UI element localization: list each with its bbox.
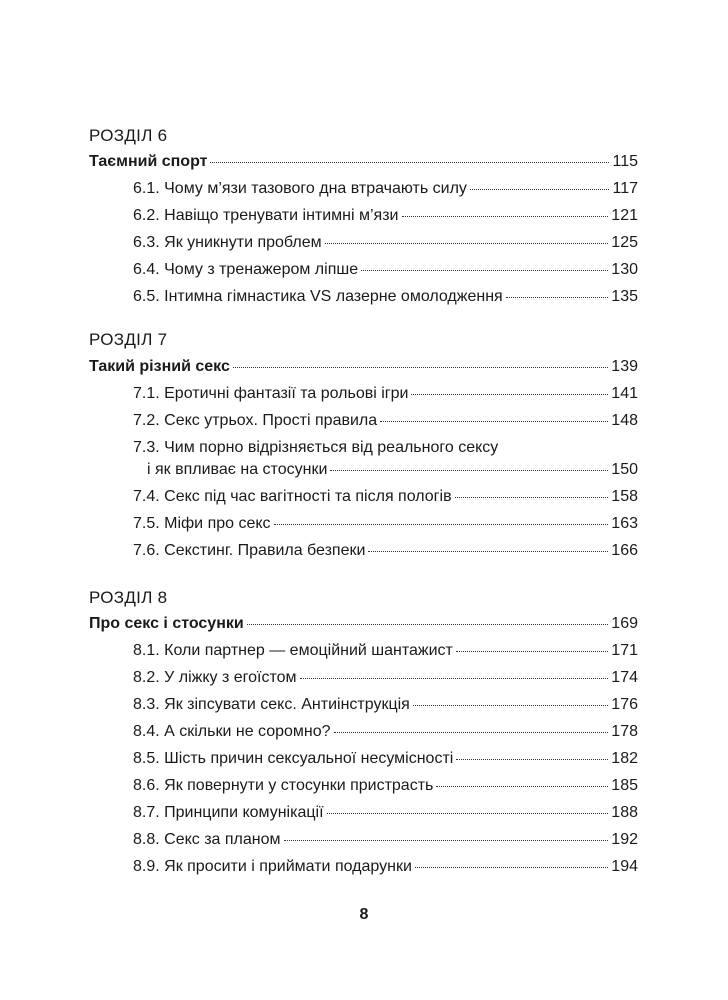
section-title: 7.5. Міфи про секс (133, 515, 271, 532)
dot-leader (415, 866, 608, 868)
part-heading: РОЗДІЛ 8 (89, 588, 168, 607)
page-ref: 174 (611, 669, 638, 686)
section-title: 6.2. Навіщо тренувати інтимні м’язи (133, 207, 399, 224)
section-title: 8.5. Шість причин сексуальної несумісності (133, 750, 454, 767)
section-entry[interactable] (133, 233, 638, 253)
page-ref: 117 (612, 180, 638, 197)
page-ref: 169 (611, 615, 638, 632)
section-entry[interactable] (133, 830, 638, 850)
section-entry[interactable] (147, 460, 638, 480)
dot-leader (361, 269, 608, 271)
page-ref: 141 (611, 385, 638, 402)
dot-leader (334, 731, 609, 733)
section-entry[interactable] (133, 722, 638, 742)
page-number: 8 (359, 906, 369, 923)
section-title: 6.3. Як уникнути проблем (133, 234, 322, 251)
dot-leader (413, 704, 608, 706)
dot-leader (325, 242, 609, 244)
dot-leader (506, 296, 609, 298)
section-title: 8.2. У ліжку з егоїстом (133, 669, 297, 686)
dot-leader (368, 550, 608, 552)
dot-leader (380, 420, 608, 422)
section-title: 6.1. Чому м’язи тазового дна втрачають силу (133, 180, 467, 197)
dot-leader (300, 677, 609, 679)
chapter-title: Таємний спорт (89, 153, 208, 170)
dot-leader (330, 469, 608, 471)
part-heading: РОЗДІЛ 6 (89, 126, 168, 145)
section-entry[interactable] (133, 287, 638, 307)
section-entry[interactable] (133, 776, 638, 796)
dot-leader (274, 523, 609, 525)
section-title: 7.6. Секстинг. Правила безпеки (133, 542, 366, 559)
section-title: 7.4. Секс під час вагітності та після пологів (133, 488, 452, 505)
page-ref: 150 (611, 461, 638, 478)
section-entry[interactable] (133, 206, 638, 226)
section-title-first-line[interactable]: 7.3. Чим порно відрізняється від реального сексу (133, 439, 499, 456)
section-entry[interactable] (133, 695, 638, 715)
page-ref: 115 (612, 153, 638, 170)
dot-leader (327, 812, 609, 814)
chapter-title: Про секс і стосунки (89, 615, 244, 632)
section-entry[interactable] (133, 749, 638, 769)
page-ref: 135 (611, 288, 638, 305)
chapter-entry[interactable] (89, 152, 638, 172)
page-ref: 171 (611, 642, 638, 659)
section-entry[interactable] (133, 260, 638, 280)
section-title: 8.8. Секс за планом (133, 831, 281, 848)
dot-leader (455, 496, 609, 498)
section-title: 7.1. Еротичні фантазії та рольові ігри (133, 385, 409, 402)
page-ref: 139 (611, 358, 638, 375)
dot-leader (456, 758, 608, 760)
page-ref: 192 (611, 831, 638, 848)
section-entry[interactable] (133, 857, 638, 877)
chapter-entry[interactable] (89, 614, 638, 634)
section-title: і як впливає на стосунки (147, 461, 328, 478)
section-title: 8.3. Як зіпсувати секс. Антиінструкція (133, 696, 410, 713)
page-ref: 158 (611, 488, 638, 505)
dot-leader (456, 650, 608, 652)
section-entry[interactable] (133, 384, 638, 404)
dot-leader (247, 623, 609, 625)
section-title: 8.1. Коли партнер — емоційний шантажист (133, 642, 453, 659)
dot-leader (470, 188, 610, 190)
page-ref: 194 (611, 858, 638, 875)
section-entry[interactable] (133, 411, 638, 431)
section-title: 6.4. Чому з тренажером ліпше (133, 261, 359, 278)
chapter-title: Такий різний секс (89, 358, 230, 375)
section-entry[interactable] (133, 803, 638, 823)
page-ref: 182 (611, 750, 638, 767)
section-entry[interactable] (133, 641, 638, 661)
section-entry[interactable] (133, 514, 638, 534)
section-title: 8.7. Принципи комунікації (133, 804, 324, 821)
section-title: 8.6. Як повернути у стосунки пристрасть (133, 777, 434, 794)
section-title: 7.2. Секс утрьох. Прості правила (133, 412, 378, 429)
section-entry[interactable] (133, 179, 638, 199)
section-title: 6.5. Інтимна гімнастика VS лазерне омолодження (133, 288, 503, 305)
part-heading: РОЗДІЛ 7 (89, 330, 168, 349)
dot-leader (411, 393, 608, 395)
page-ref: 166 (611, 542, 638, 559)
page-ref: 148 (611, 412, 638, 429)
section-title: 8.9. Як просити і приймати подарунки (133, 858, 412, 875)
page-ref: 188 (611, 804, 638, 821)
page-ref: 178 (611, 723, 638, 740)
section-entry[interactable] (133, 668, 638, 688)
section-entry[interactable] (133, 541, 638, 561)
page-ref: 125 (611, 234, 638, 251)
dot-leader (210, 161, 609, 163)
page-ref: 121 (611, 207, 638, 224)
page-ref: 185 (611, 777, 638, 794)
dot-leader (233, 366, 608, 368)
dot-leader (402, 215, 609, 217)
section-entry[interactable] (133, 487, 638, 507)
page-ref: 163 (611, 515, 638, 532)
chapter-entry[interactable] (89, 357, 638, 377)
dot-leader (284, 839, 609, 841)
section-title: 8.4. А скільки не соромно? (133, 723, 331, 740)
dot-leader (436, 785, 608, 787)
page-ref: 176 (611, 696, 638, 713)
page-ref: 130 (611, 261, 638, 278)
